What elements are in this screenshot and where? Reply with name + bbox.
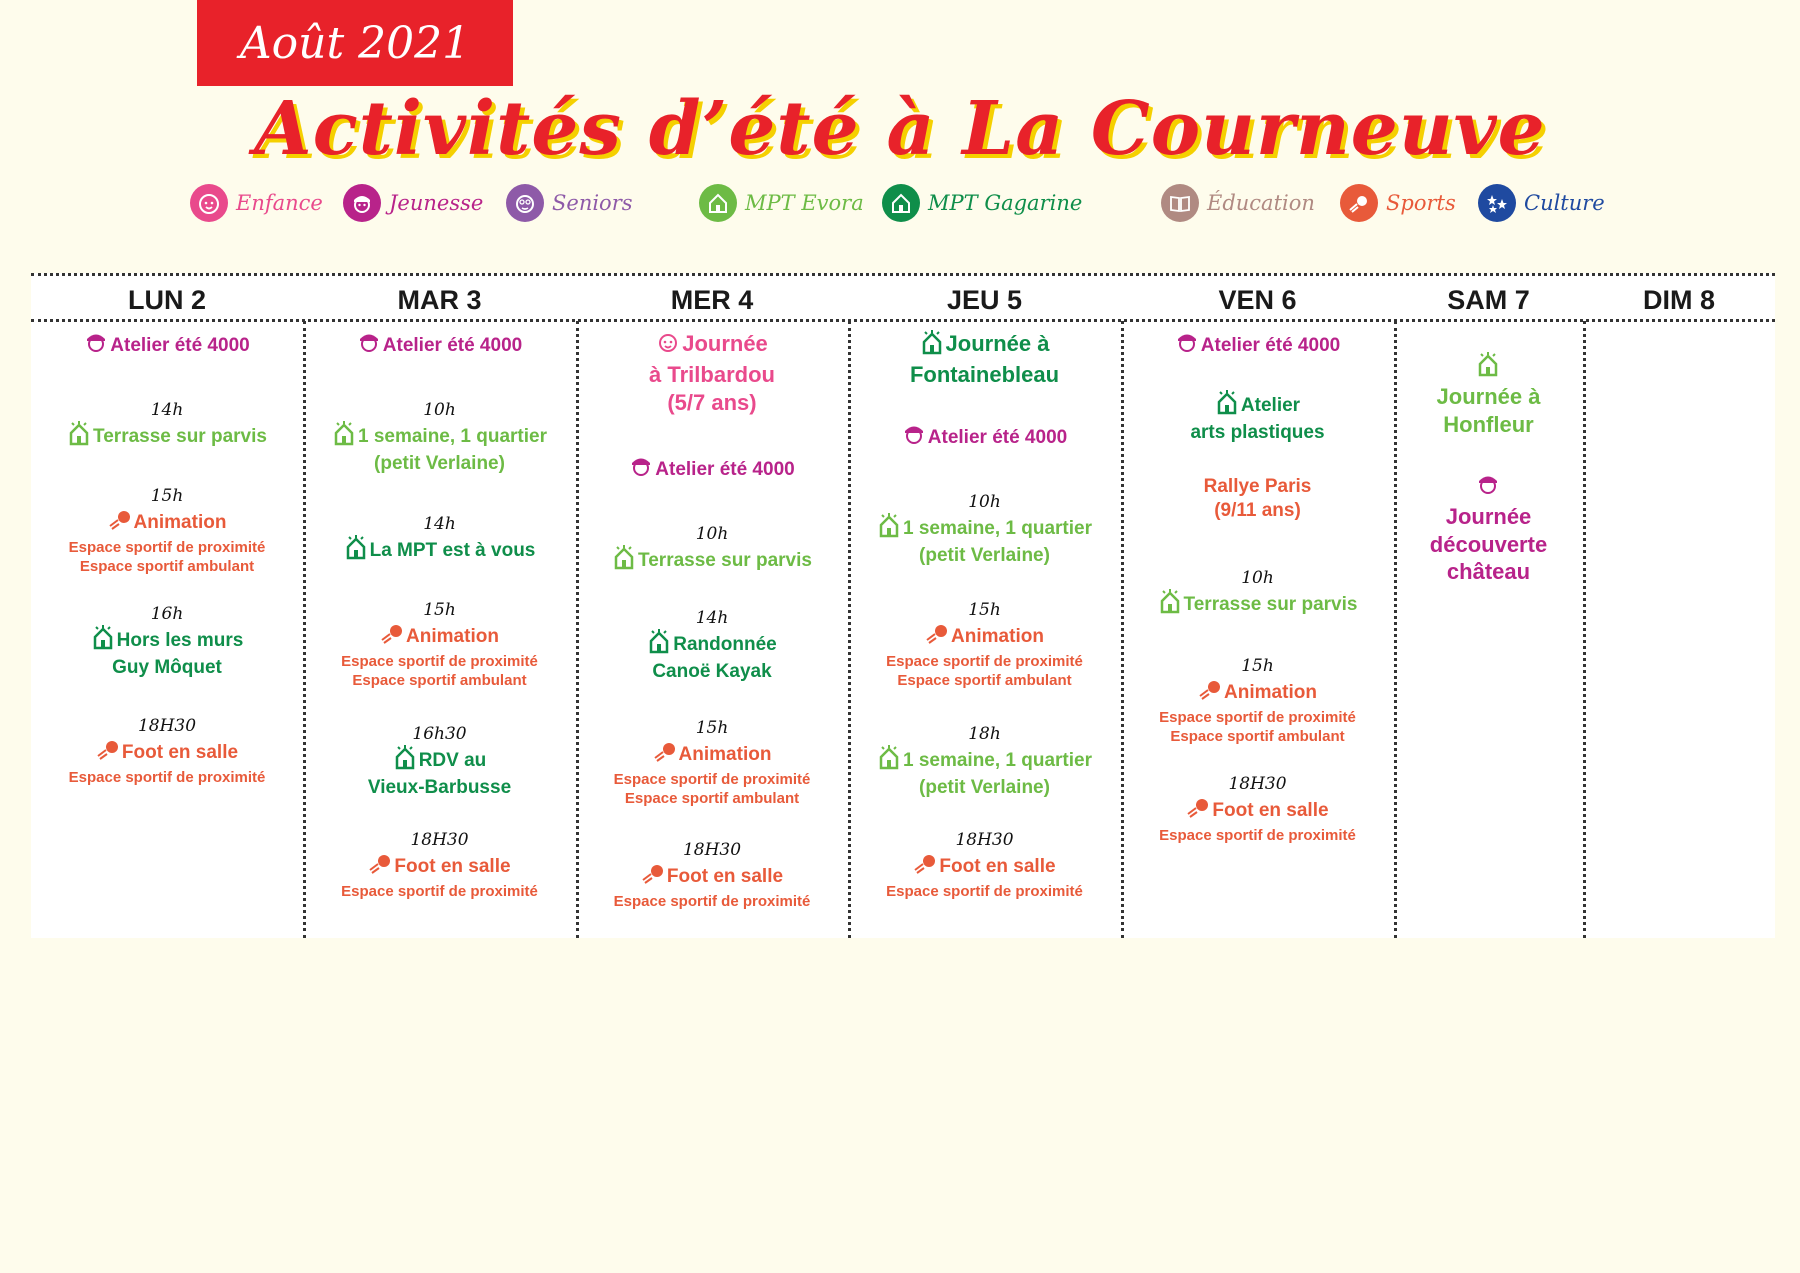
event-time: 10h <box>1241 568 1274 588</box>
house-icon <box>67 420 91 452</box>
event-time: 16h <box>150 604 184 624</box>
event-title: à Trilbardou <box>649 362 775 387</box>
youth-face-icon <box>629 453 653 485</box>
event-title: Atelier été 4000 <box>655 459 795 480</box>
event-title: RDV au <box>418 749 487 771</box>
event-title: Animation <box>951 625 1044 647</box>
event-time: 15h <box>968 600 1001 620</box>
stars-icon <box>1478 184 1516 222</box>
event-item <box>303 725 576 799</box>
event-title: (5/7 ans) <box>667 389 757 415</box>
event-title: Foot en salle <box>1212 799 1329 821</box>
legend-label: MPT Gagarine <box>928 191 1083 215</box>
ball-icon <box>641 860 665 892</box>
legend-item-mpt-evora <box>699 184 864 222</box>
event-subtitle: Espace sportif de proximité <box>886 652 1083 670</box>
event-title: 1 semaine, 1 quartier <box>902 517 1093 539</box>
event-subtitle: Espace sportif de proximité <box>886 882 1083 900</box>
event-item <box>576 525 848 576</box>
event-title: Vieux-Barbusse <box>367 776 512 798</box>
ball-icon <box>108 506 132 538</box>
event-item <box>303 329 576 361</box>
legend-label: Seniors <box>552 191 633 215</box>
house-icon <box>920 329 944 361</box>
ball-icon <box>1186 794 1210 826</box>
event-title: découverte <box>1429 531 1548 557</box>
event-title: Journée à <box>945 331 1050 356</box>
legend-label: Sports <box>1386 191 1456 215</box>
event-title: Animation <box>678 743 772 765</box>
day-header-sam: SAM 7 <box>1447 284 1530 315</box>
legend-item-sports <box>1340 184 1456 222</box>
legend-label: MPT Evora <box>745 191 864 215</box>
event-title: Atelier été 4000 <box>110 335 250 356</box>
event-subtitle: Espace sportif ambulant <box>352 672 527 690</box>
event-title: Foot en salle <box>939 855 1056 877</box>
event-title: Animation <box>1224 681 1317 703</box>
event-title: Atelier été 4000 <box>1200 335 1341 356</box>
house-icon <box>877 512 901 544</box>
event-title: Honfleur <box>1443 411 1534 437</box>
event-item <box>576 841 848 911</box>
legend-label: Éducation <box>1207 191 1315 215</box>
event-item <box>848 831 1121 901</box>
ball-icon <box>368 850 392 882</box>
event-title: Fontainebleau <box>909 362 1060 387</box>
event-item <box>1121 657 1394 747</box>
event-time: 14h <box>150 400 184 420</box>
event-title: (petit Verlaine) <box>919 776 1050 798</box>
ball-icon <box>913 850 937 882</box>
month-banner <box>197 0 513 86</box>
event-subtitle: Espace sportif de proximité <box>1159 826 1356 844</box>
house-icon <box>91 624 115 656</box>
day-header-mar: MAR 3 <box>397 284 482 315</box>
senior-face-icon <box>506 184 544 222</box>
event-time: 10h <box>695 524 729 544</box>
event-subtitle: Espace sportif ambulant <box>79 558 255 576</box>
event-item <box>1121 775 1394 845</box>
event-item <box>1394 471 1583 586</box>
legend <box>0 184 1800 224</box>
event-title: 1 semaine, 1 quartier <box>902 749 1093 771</box>
event-time: 10h <box>968 492 1001 512</box>
house-icon <box>612 544 636 576</box>
event-title: Animation <box>406 625 499 647</box>
youth-face-icon <box>902 421 926 453</box>
house-icon <box>882 184 920 222</box>
event-item <box>848 725 1121 799</box>
event-time: 10h <box>423 400 456 420</box>
calendar-grid <box>31 273 1775 938</box>
legend-item-jeunesse <box>343 184 483 222</box>
ball-icon <box>96 736 120 768</box>
event-time: 16h30 <box>412 724 467 744</box>
month-label: Août 2021 <box>239 17 471 69</box>
event-title: 1 semaine, 1 quartier <box>357 425 548 447</box>
event-item <box>303 831 576 901</box>
event-title: Atelier été 4000 <box>382 335 523 356</box>
event-title: Terrasse sur parvis <box>93 425 267 447</box>
column-divider <box>1583 321 1586 938</box>
event-subtitle: Espace sportif de proximité <box>1159 708 1356 726</box>
event-time: 18H30 <box>955 830 1014 850</box>
house-icon <box>393 744 417 776</box>
event-title: (petit Verlaine) <box>374 452 505 474</box>
event-item <box>576 609 848 683</box>
event-title: Foot en salle <box>121 741 239 763</box>
day-header-mer: MER 4 <box>670 284 754 315</box>
event-subtitle: Espace sportif de proximité <box>68 538 266 556</box>
event-item <box>31 401 303 452</box>
event-item <box>576 719 848 809</box>
event-title: Hors les murs <box>116 629 244 651</box>
legend-label: Culture <box>1524 191 1605 215</box>
event-time: 18H30 <box>682 840 742 860</box>
event-title: Canoë Kayak <box>652 660 772 682</box>
child-face-icon <box>656 329 680 361</box>
event-title: Journée <box>1445 504 1532 529</box>
legend-label: Jeunesse <box>389 191 484 215</box>
event-title: La MPT est à vous <box>369 539 536 561</box>
event-item <box>1121 475 1394 523</box>
event-title: Terrasse sur parvis <box>638 549 812 571</box>
ball-icon <box>1340 184 1378 222</box>
youth-face-icon <box>84 329 108 361</box>
house-icon <box>647 628 671 660</box>
event-title: Journée <box>682 331 768 356</box>
event-title: Journée à <box>1436 384 1541 409</box>
event-time: 18h <box>968 724 1001 744</box>
house-icon <box>1158 588 1182 620</box>
event-subtitle: Espace sportif de proximité <box>613 770 811 788</box>
event-item <box>1394 351 1583 438</box>
house-icon <box>344 534 368 566</box>
event-title: Foot en salle <box>394 855 511 877</box>
event-time: 15h <box>1241 656 1274 676</box>
youth-face-icon <box>357 329 381 361</box>
event-item <box>31 329 303 361</box>
event-item <box>303 515 576 566</box>
ball-icon <box>1198 676 1222 708</box>
child-face-icon <box>190 184 228 222</box>
house-icon <box>1476 351 1500 383</box>
event-item <box>303 401 576 475</box>
event-subtitle: Espace sportif de proximité <box>613 892 811 910</box>
page-title: Activités d’été à La Courneuve <box>254 86 1546 172</box>
divider <box>31 273 1775 276</box>
event-subtitle: Espace sportif de proximité <box>341 652 538 670</box>
event-time: 15h <box>423 600 456 620</box>
legend-item-mpt-gagarine <box>882 184 1082 222</box>
event-item <box>1121 569 1394 620</box>
legend-label: Enfance <box>236 191 323 215</box>
event-title: Atelier été 4000 <box>927 427 1068 448</box>
event-time: 15h <box>695 718 729 738</box>
event-subtitle: Espace sportif de proximité <box>68 768 266 786</box>
house-icon <box>1215 389 1239 421</box>
event-time: 18H30 <box>1228 774 1287 794</box>
day-header-lun: LUN 2 <box>127 284 206 315</box>
event-subtitle: Espace sportif de proximité <box>341 882 538 900</box>
event-item <box>576 329 848 416</box>
event-item <box>1121 389 1394 445</box>
event-title: château <box>1446 559 1531 584</box>
event-title: (9/11 ans) <box>1214 499 1301 521</box>
legend-item-enfance <box>190 184 323 222</box>
event-time: 15h <box>150 486 184 506</box>
youth-face-icon <box>1476 471 1500 503</box>
event-title: arts plastiques <box>1190 422 1325 443</box>
day-header-dim: DIM 8 <box>1642 284 1715 315</box>
day-header-ven: VEN 6 <box>1218 284 1297 315</box>
youth-face-icon <box>343 184 381 222</box>
event-time: 14h <box>423 514 456 534</box>
event-title: Atelier <box>1240 395 1301 416</box>
event-subtitle: Espace sportif ambulant <box>897 672 1072 690</box>
event-title: Animation <box>133 511 227 533</box>
event-item <box>303 601 576 691</box>
house-icon <box>699 184 737 222</box>
ball-icon <box>925 620 949 652</box>
event-item <box>31 717 303 787</box>
event-title: Foot en salle <box>666 865 784 887</box>
event-subtitle: Espace sportif ambulant <box>1170 728 1345 746</box>
house-icon <box>877 744 901 776</box>
event-title: Terrasse sur parvis <box>1183 593 1358 615</box>
event-item <box>1121 329 1394 361</box>
event-time: 14h <box>695 608 729 628</box>
event-title: Guy Môquet <box>112 656 222 678</box>
event-item <box>31 487 303 577</box>
legend-item-education <box>1161 184 1315 222</box>
event-item <box>848 329 1121 389</box>
book-icon <box>1161 184 1199 222</box>
event-item <box>576 453 848 485</box>
ball-icon <box>653 738 677 770</box>
event-time: 18H30 <box>137 716 197 736</box>
event-time: 18H30 <box>410 830 469 850</box>
event-title: Randonnée <box>673 633 777 655</box>
event-title: (petit Verlaine) <box>919 544 1050 566</box>
event-item <box>848 421 1121 453</box>
house-icon <box>332 420 356 452</box>
day-header-jeu: JEU 5 <box>946 284 1023 315</box>
youth-face-icon <box>1175 329 1199 361</box>
event-subtitle: Espace sportif ambulant <box>624 790 800 808</box>
legend-item-culture <box>1478 184 1605 222</box>
event-item <box>848 493 1121 567</box>
ball-icon <box>380 620 404 652</box>
event-item <box>31 605 303 679</box>
legend-item-seniors <box>506 184 633 222</box>
event-title: Rallye Paris <box>1203 476 1312 497</box>
event-item <box>848 601 1121 691</box>
